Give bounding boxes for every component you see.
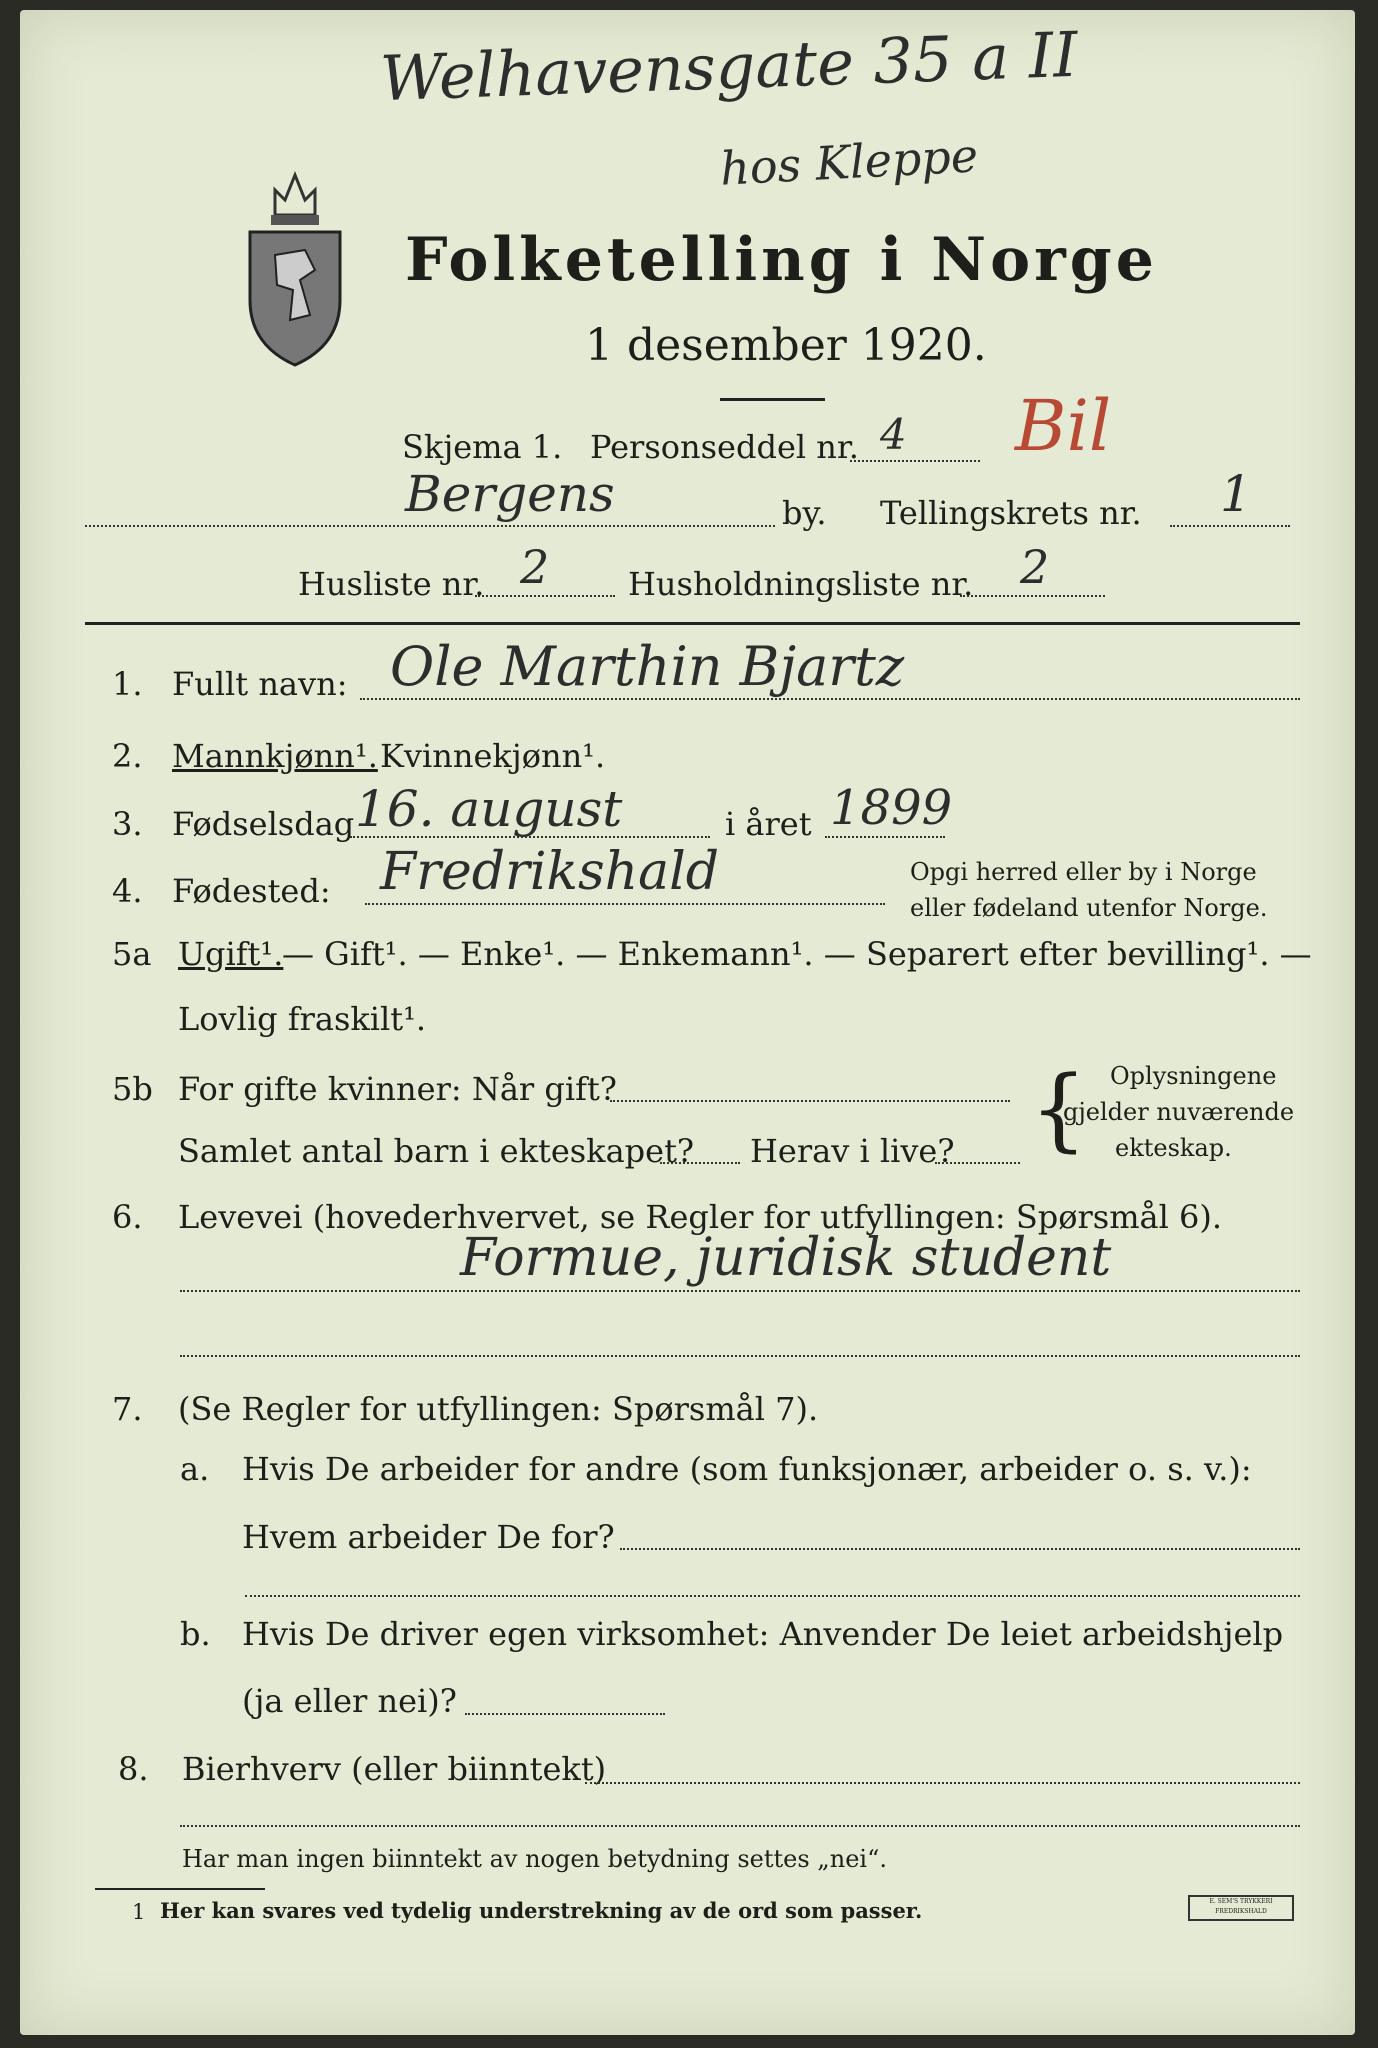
q5b-note-line3: ekteskap. <box>1115 1134 1232 1162</box>
q5b-line2: Samlet antal barn i ekteskapet? <box>178 1132 695 1170</box>
q4-note-line1: Opgi herred eller by i Norge <box>910 858 1257 886</box>
q3-label: Fødselsdag <box>172 805 355 843</box>
census-date: 1 desember 1920. <box>585 320 987 371</box>
tellingskrets-value: 1 <box>1220 465 1252 523</box>
full-name-field[interactable] <box>360 698 1300 700</box>
by-value: Bergens <box>405 465 615 523</box>
birthdate-value: 16. august <box>355 780 623 838</box>
husholdningsliste-label: Husholdningsliste nr. <box>628 565 974 603</box>
skjema-label: Skjema 1. <box>402 428 563 466</box>
q2-mann: Mannkjønn¹. <box>172 737 378 775</box>
husliste-label: Husliste nr. <box>298 565 485 603</box>
q5b-label: For gifte kvinner: Når gift? <box>178 1070 617 1108</box>
hired-help-field[interactable] <box>465 1713 665 1715</box>
q5b-number: 5b <box>112 1070 153 1108</box>
q5a-ugift: Ugift¹. <box>178 935 284 973</box>
bil-annotation: Bil <box>1015 385 1112 467</box>
birthyear-field[interactable] <box>825 836 945 838</box>
q5b-herav: Herav i live? <box>750 1132 955 1170</box>
footnote-mark: 1 <box>132 1900 146 1924</box>
birthplace-value: Fredrikshald <box>380 842 720 902</box>
q7b-line2: (ja eller nei)? <box>242 1682 457 1720</box>
q4-note-line2: eller fødeland utenfor Norge. <box>910 894 1268 922</box>
full-name-value: Ole Marthin Bjartz <box>390 635 905 698</box>
census-form-page <box>20 10 1355 2035</box>
handwritten-address-line2: hos Kleppe <box>718 128 980 196</box>
husholdningsliste-value: 2 <box>1020 540 1050 594</box>
q3-number: 3. <box>112 805 143 843</box>
occupation-field-2[interactable] <box>180 1355 1300 1357</box>
q5b-brace: { <box>1030 1057 1088 1162</box>
q7b-letter: b. <box>180 1615 211 1653</box>
side-income-field-2[interactable] <box>180 1825 1300 1827</box>
husliste-value: 2 <box>520 540 550 594</box>
by-field[interactable] <box>85 525 775 527</box>
birthplace-field[interactable] <box>365 903 885 905</box>
q5b-note-line2: gjelder nuværende <box>1063 1098 1295 1126</box>
tellingskrets-field[interactable] <box>1170 525 1290 527</box>
employer-field-1[interactable] <box>620 1548 1300 1550</box>
q5a-number: 5a <box>112 935 152 973</box>
employer-field-2[interactable] <box>245 1595 1300 1597</box>
printer-stamp: E. SEM'S TRYKKERI FREDRIKSHALD <box>1188 1895 1294 1921</box>
husholdningsliste-field[interactable] <box>960 595 1105 597</box>
q6-number: 6. <box>112 1198 143 1236</box>
q7a-label: Hvis De arbeider for andre (som funksjonær, arbeider o. s. v.): <box>242 1450 1252 1488</box>
husliste-field[interactable] <box>475 595 615 597</box>
tellingskrets-label: Tellingskrets nr. <box>880 494 1142 532</box>
q5a-line2: Lovlig fraskilt¹. <box>178 1000 427 1038</box>
q8-note: Har man ingen biinntekt av nogen betydning settes „nei“. <box>182 1845 887 1873</box>
q7a-line2: Hvem arbeider De for? <box>242 1518 615 1556</box>
handwritten-address: Welhavensgate 35 a II <box>378 17 1079 116</box>
personseddel-label: Personseddel nr. <box>590 428 859 466</box>
q2-number: 2. <box>112 737 143 775</box>
header-divider <box>85 622 1300 625</box>
title-divider <box>720 398 825 401</box>
q7b-label: Hvis De driver egen virksomhet: Anvender De leiet arbeidshjelp <box>242 1615 1284 1653</box>
when-married-field[interactable] <box>610 1100 1010 1102</box>
occupation-value: Formue, juridisk student <box>460 1228 1112 1288</box>
q8-number: 8. <box>118 1750 149 1788</box>
q2-kvinne: Kvinnekjønn¹. <box>380 737 606 775</box>
occupation-field-1[interactable] <box>180 1290 1300 1292</box>
personseddel-field[interactable] <box>850 460 980 462</box>
q6-label: Levevei (hovederhvervet, se Regler for utfyllingen: Spørsmål 6). <box>178 1198 1223 1236</box>
birthyear-value: 1899 <box>830 780 953 836</box>
footnote-text: Her kan svares ved tydelig understrekning av de ord som passer. <box>160 1898 923 1923</box>
q7-number: 7. <box>112 1390 143 1428</box>
side-income-field-1[interactable] <box>585 1782 1300 1784</box>
personseddel-value: 4 <box>880 410 907 459</box>
q4-label: Fødested: <box>172 872 331 910</box>
coat-of-arms-icon <box>235 170 355 370</box>
q7a-letter: a. <box>180 1450 210 1488</box>
q4-number: 4. <box>112 872 143 910</box>
q7-label: (Se Regler for utfyllingen: Spørsmål 7). <box>178 1390 819 1428</box>
children-total-field[interactable] <box>660 1162 740 1164</box>
q1-label: Fullt navn: <box>172 665 348 703</box>
q5b-note-line1: Oplysningene <box>1110 1062 1277 1090</box>
q1-number: 1. <box>112 665 143 703</box>
q5a-options: — Gift¹. — Enke¹. — Enkemann¹. — Separert efter bevilling¹. — <box>282 935 1312 973</box>
footnote-divider <box>95 1888 265 1890</box>
form-title: Folketelling i Norge <box>405 225 1158 295</box>
q8-label: Bierhverv (eller biinntekt) <box>182 1750 607 1788</box>
q3-aaret: i året <box>725 805 812 843</box>
children-alive-field[interactable] <box>935 1162 1020 1164</box>
by-label: by. <box>782 494 827 532</box>
